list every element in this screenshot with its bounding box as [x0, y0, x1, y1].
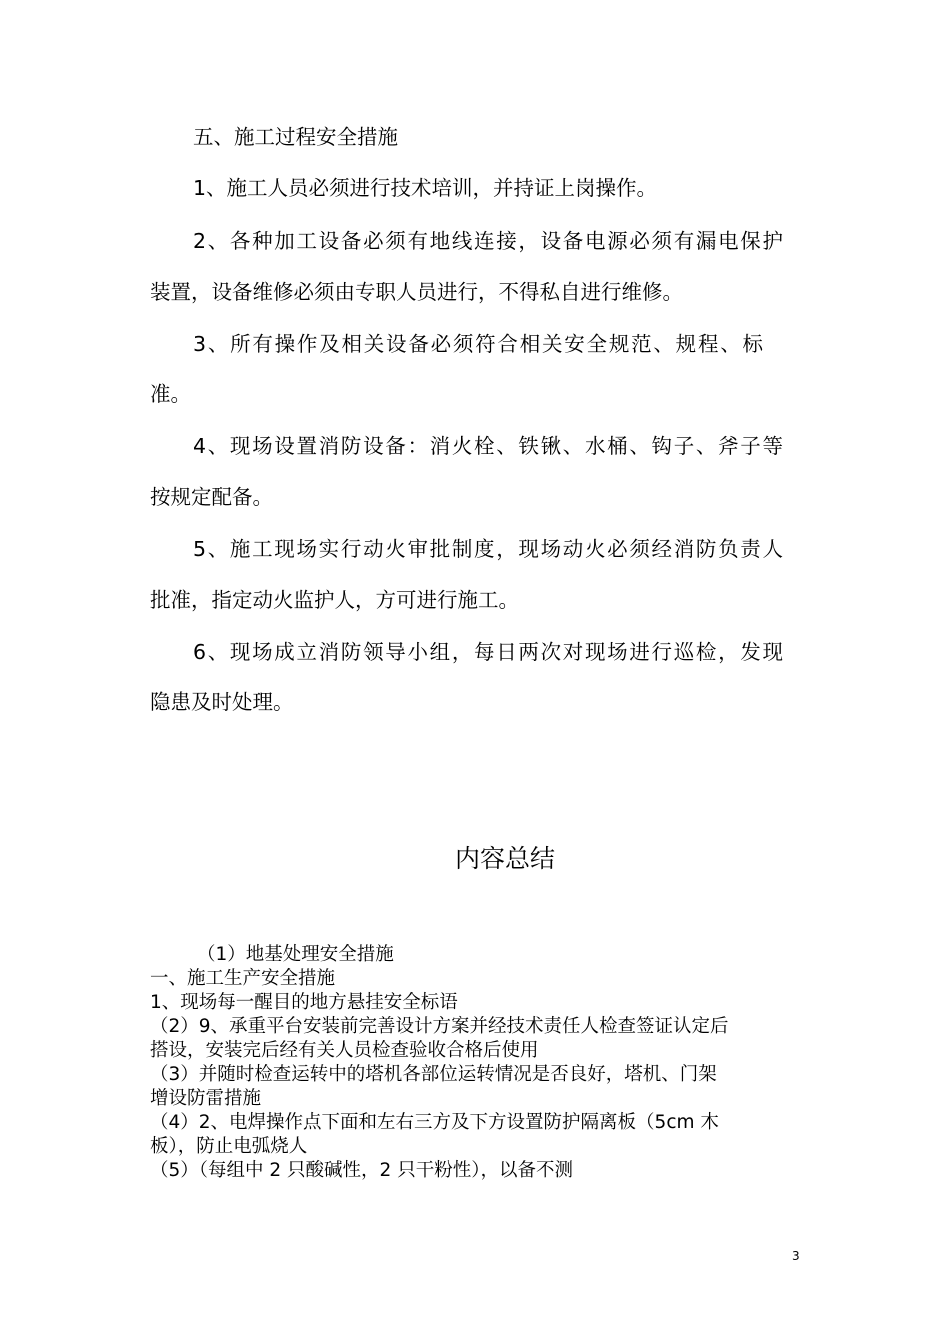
paragraph-line: 3、所有操作及相关设备必须符合相关安全规范、规程、标 [193, 332, 763, 356]
paragraph-line: 按规定配备。 [150, 485, 273, 509]
paragraph-line: 1、施工人员必须进行技术培训，并持证上岗操作。 [193, 176, 658, 200]
summary-line: （3）并随时检查运转中的塔机各部位运转情况是否良好，塔机、门架 [150, 1064, 717, 1085]
summary-line: 搭设，安装完后经有关人员检查验收合格后使用 [150, 1040, 539, 1061]
summary-line: 1、现场每一醒目的地方悬挂安全标语 [150, 992, 458, 1013]
summary-line: （5）（每组中 2 只酸碱性，2 只干粉性），以备不测 [150, 1160, 573, 1181]
paragraph-line: 隐患及时处理。 [150, 690, 294, 714]
paragraph-line: 6、现场成立消防领导小组，每日两次对现场进行巡检，发现 [193, 640, 783, 664]
summary-line: 一、施工生产安全措施 [150, 968, 336, 989]
summary-line: （4）2、电焊操作点下面和左右三方及下方设置防护隔离板（5cm 木 [150, 1112, 719, 1133]
paragraph-line: 2、各种加工设备必须有地线连接，设备电源必须有漏电保护 [193, 229, 783, 253]
summary-line: 增设防雷措施 [150, 1088, 262, 1109]
section-heading: 五、施工过程安全措施 [193, 125, 398, 149]
summary-line: 板），防止电弧烧人 [150, 1136, 308, 1157]
summary-title: 内容总结 [454, 844, 555, 873]
paragraph-line: 装置，设备维修必须由专职人员进行，不得私自进行维修。 [150, 280, 683, 304]
paragraph-line: 4、现场设置消防设备：消火栓、铁锹、水桶、钩子、斧子等 [193, 434, 783, 458]
summary-line: （1）地基处理安全措施 [197, 944, 394, 965]
page-number: 3 [792, 1249, 800, 1263]
paragraph-line: 准。 [150, 382, 191, 406]
paragraph-line: 5、施工现场实行动火审批制度，现场动火必须经消防负责人 [193, 537, 783, 561]
summary-line: （2）9、承重平台安装前完善设计方案并经技术责任人检查签证认定后 [150, 1016, 729, 1037]
paragraph-line: 批准，指定动火监护人，方可进行施工。 [150, 588, 519, 612]
